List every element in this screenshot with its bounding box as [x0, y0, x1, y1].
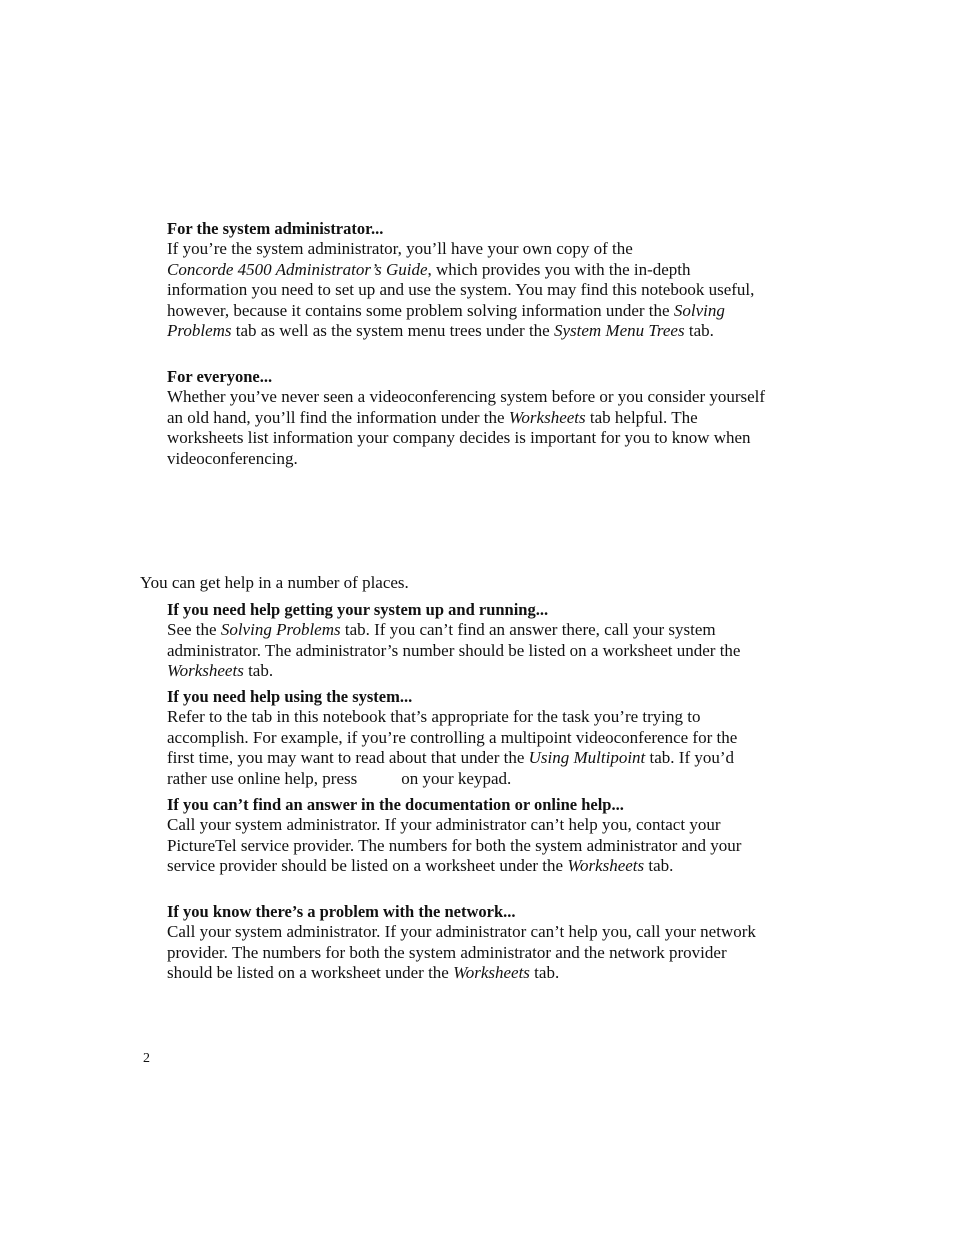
section-everyone: [167, 367, 767, 469]
help-intro: You can get help in a number of places.: [140, 573, 409, 592]
section-body: See the Solving Problems tab. If you can’t find an answer there, call your system administrator. The administrator’s number should be listed on a worksheet under the Worksheets tab.: [167, 620, 741, 681]
section-help-network: [167, 902, 767, 984]
section-body: Refer to the tab in this notebook that’s appropriate for the task you’re trying to accomplish. For example, if you’re controlling a multipoint videoconference for the first time, you may want to read about that under the Using Multipoint tab. If you’d rather use online help, press on your keypad.: [167, 707, 738, 788]
section-heading: If you know there’s a problem with the network...: [167, 902, 516, 921]
section-heading: If you can’t find an answer in the documentation or online help...: [167, 795, 624, 814]
section-heading: If you need help using the system...: [167, 687, 413, 706]
section-help-docs: [167, 795, 767, 877]
section-body: Whether you’ve never seen a videoconferencing system before or you consider yourself an old hand, you’ll find the information under the Worksheets tab helpful. The worksheets list information your company decides is important for you to know when videoconferencing.: [167, 387, 766, 468]
section-body: If you’re the system administrator, you’ll have your own copy of the Concorde 4500 Administrator’s Guide, which provides you with the in-depth information you need to set up and use the system. You may find this notebook useful, however, because it contains some problem solving information under the Solving Problems tab as well as the system menu trees under the System Menu Trees tab.: [167, 239, 755, 341]
section-admin: [167, 219, 767, 341]
section-help-running: [167, 600, 767, 682]
section-heading: If you need help getting your system up and running...: [167, 600, 549, 619]
section-heading: For the system administrator...: [167, 219, 384, 238]
section-body: Call your system administrator. If your administrator can’t help you, call your network provider. The numbers for both the system administrator and the network provider should be listed on a worksheet under the Worksheets tab.: [167, 922, 756, 983]
section-heading: For everyone...: [167, 367, 273, 386]
section-help-using: [167, 687, 767, 789]
page-number: 2: [143, 1051, 150, 1066]
section-body: Call your system administrator. If your administrator can’t help you, contact your PictureTel service provider. The numbers for both the system administrator and your service provider should be listed on a worksheet under the Worksheets tab.: [167, 815, 742, 876]
